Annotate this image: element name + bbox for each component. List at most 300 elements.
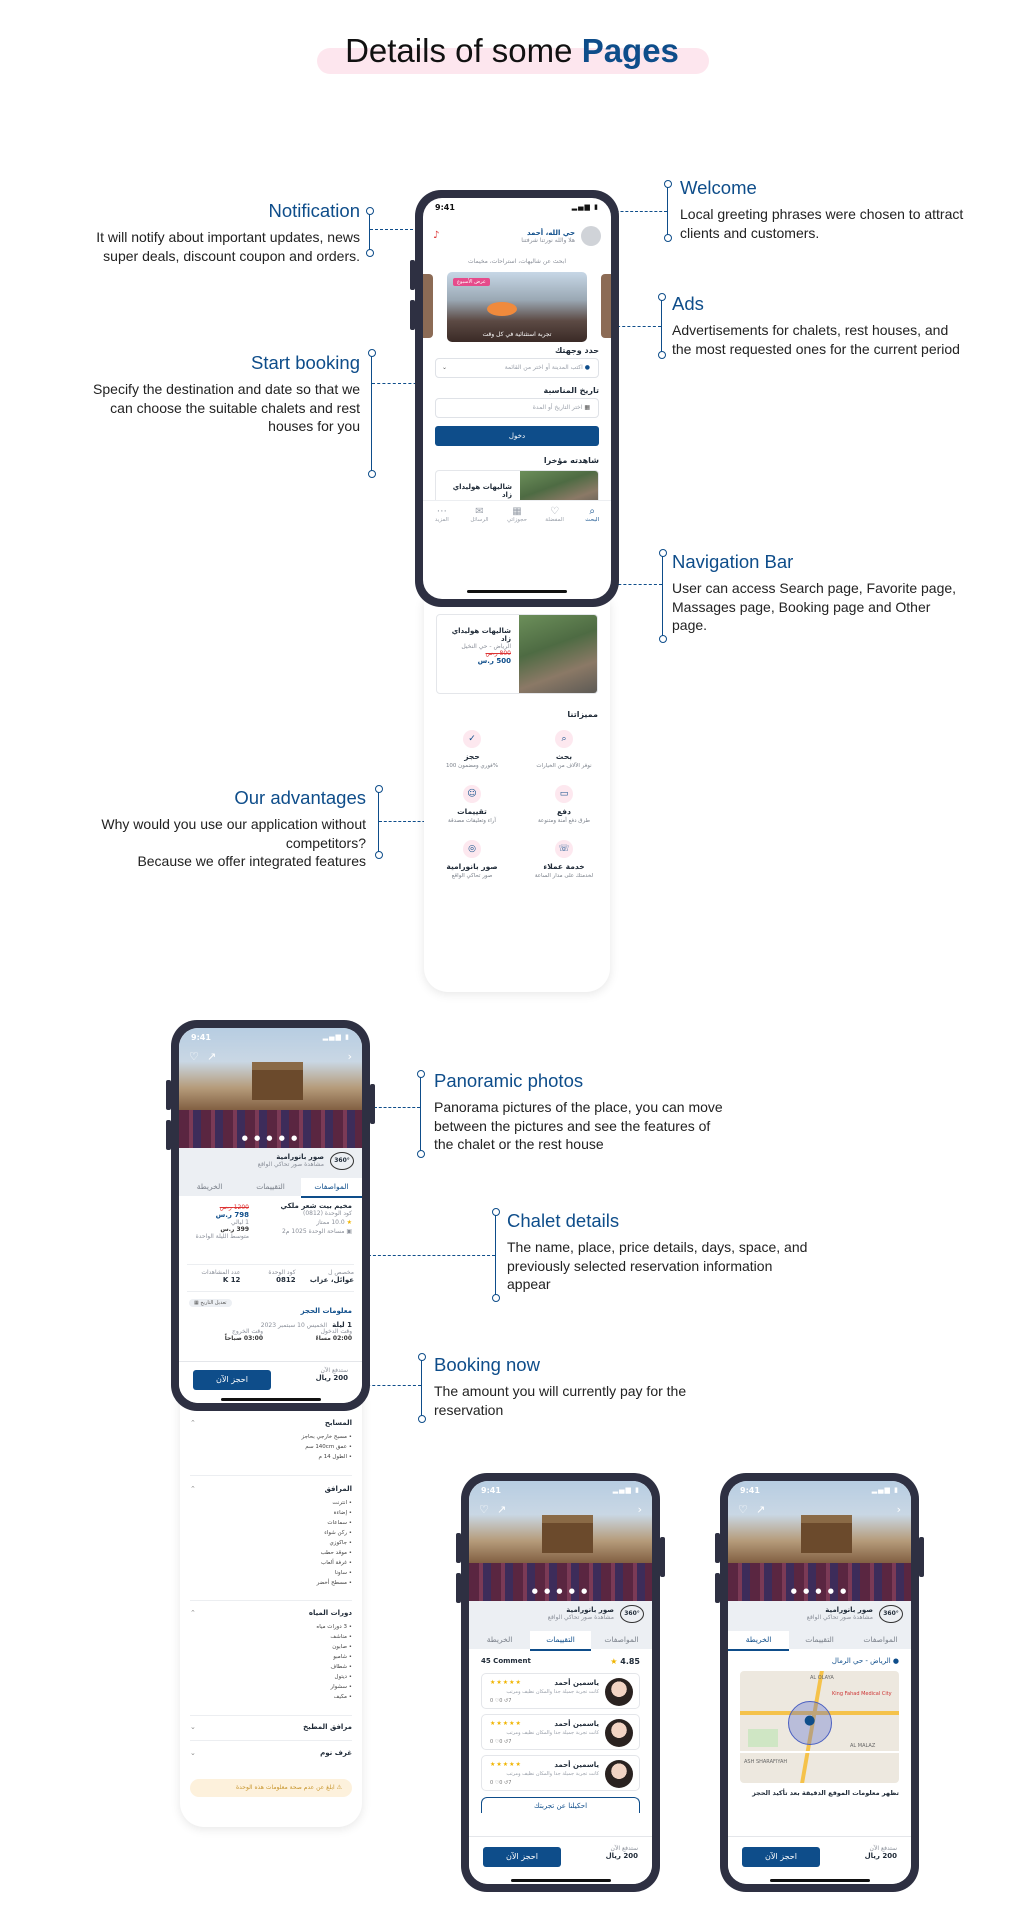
date-placeholder: اختر التاريخ أو المدة — [532, 404, 583, 411]
users-icon: ☺ — [463, 785, 481, 803]
chevron-down-icon: ⌄ — [442, 364, 448, 371]
annotation-line: Local greeting phrases were chosen to attract — [680, 206, 964, 222]
panorama-header[interactable] — [179, 1148, 362, 1178]
list-item: • مسبح خارجي بحاجز — [190, 1432, 352, 1442]
panorama-360-icon: 360° — [620, 1605, 644, 1623]
panorama-header[interactable] — [469, 1601, 652, 1631]
tab-reviews[interactable]: التقييمات — [256, 1182, 285, 1191]
home-page-extension — [424, 600, 610, 992]
annotation-desc — [434, 1098, 774, 1154]
report-banner[interactable] — [190, 1779, 352, 1797]
advantage-support — [524, 840, 604, 879]
tab-map[interactable]: الخريطة — [196, 1182, 223, 1191]
meta-row — [187, 1264, 354, 1292]
annotation-title: Ads — [672, 293, 704, 314]
page-title-prefix: Details of some — [345, 32, 573, 69]
annotation-line: the most requested ones for the current period — [672, 340, 960, 357]
heart-icon[interactable]: ♡ — [189, 1050, 199, 1063]
tab-specs[interactable]: المواصفات — [863, 1635, 898, 1644]
divider — [190, 1475, 352, 1476]
list-item: • مكيف — [190, 1692, 352, 1702]
tab-reviews[interactable]: التقييمات — [530, 1631, 591, 1651]
enter-button[interactable]: دخول — [435, 426, 599, 446]
annotation-panoramic-photos — [434, 1070, 774, 1154]
panorama-text — [258, 1153, 324, 1168]
pay-info — [316, 1367, 348, 1382]
chevron-up-icon[interactable]: ⌃ — [190, 1419, 196, 1427]
signal-battery-icon: ▂▄▆ ▮ — [322, 1033, 350, 1041]
recent-card[interactable] — [436, 614, 598, 694]
page-title — [0, 32, 1024, 70]
map-label: AL MALAZ — [850, 1743, 876, 1749]
checkout — [193, 1328, 263, 1342]
chalet-code: كود الوحدة (0812) — [302, 1210, 352, 1217]
connector — [667, 187, 668, 235]
star-icon: ★ — [610, 1657, 618, 1666]
connector — [378, 792, 379, 852]
detail-screen — [179, 1028, 362, 1403]
advantage-desc: لخدمتك على مدار الساعة — [534, 873, 594, 879]
home-indicator — [770, 1879, 870, 1882]
side-button — [715, 1573, 720, 1603]
section-title: دورات المياه — [308, 1609, 352, 1617]
side-button — [456, 1533, 461, 1563]
nav-label: البحث — [585, 517, 600, 523]
edit-date-label: تعديل التاريخ — [200, 1300, 227, 1306]
tab-reviews[interactable]: التقييمات — [805, 1635, 834, 1644]
calendar-icon: ▦ — [194, 1300, 199, 1306]
welcome-block — [521, 229, 575, 244]
checkin-label: وقت الدخول — [320, 1328, 352, 1335]
overall-rating — [610, 1657, 640, 1666]
review-stars: ★★★★★ — [490, 1720, 522, 1727]
meta-owner — [299, 1269, 354, 1284]
photo-pagination: ● ● ● ● ● — [531, 1587, 590, 1595]
panorama-title: صور بانورامية — [276, 1153, 324, 1161]
connector — [371, 356, 372, 471]
signal-battery-icon: ▂▄▆ ▮ — [871, 1486, 899, 1494]
recent-heading: شاهدته مؤخرا — [543, 456, 599, 465]
annotation-title: Booking now — [434, 1354, 540, 1375]
panorama-photo[interactable] — [469, 1481, 652, 1601]
status-bar — [435, 203, 599, 215]
advantage-title: خدمة عملاء — [543, 862, 585, 871]
status-time: 9:41 — [191, 1033, 211, 1042]
annotation-line: Specify the destination and date so that we — [93, 381, 360, 397]
book-now-button[interactable]: احجز الآن — [742, 1847, 820, 1867]
home-indicator — [221, 1398, 321, 1401]
list-item: • 3 دورات مياه — [190, 1622, 352, 1632]
annotation-line: The amount you will currently pay for the — [434, 1383, 687, 1399]
card-price: 500 ر.س — [477, 657, 511, 665]
side-button — [166, 1120, 171, 1150]
date-field[interactable] — [435, 398, 599, 418]
nav-label: حجوزاتي — [506, 517, 528, 523]
section-title: غرف نوم — [320, 1749, 352, 1757]
home-indicator — [467, 590, 567, 593]
date-text: الخميس 10 سبتمبر 2023 — [260, 1322, 327, 1329]
connector — [369, 214, 370, 250]
annotation-desc — [680, 205, 1000, 242]
book-now-button[interactable]: احجز الآن — [193, 1370, 271, 1390]
calendar-icon: ▦ — [512, 506, 522, 517]
connector — [374, 1107, 420, 1108]
connector — [662, 556, 663, 636]
card-photo — [519, 615, 597, 693]
connector — [661, 300, 662, 352]
annotation-line: reservation — [434, 1401, 504, 1418]
card-name: شاليهات هوليداي زاد — [452, 483, 512, 499]
nav-label: المزيد — [434, 517, 449, 523]
section-title: المسابح — [324, 1419, 352, 1427]
annotation-line: competitors? — [285, 834, 366, 851]
list-item: • غرفة ألعاب — [190, 1558, 352, 1568]
heart-icon[interactable]: ♡ — [479, 1503, 489, 1516]
reviewer-name: ياسمين أحمد — [554, 1679, 599, 1687]
nav-label: الرسائل — [470, 517, 489, 523]
nights-note: 1 ليالي — [230, 1219, 249, 1226]
nav-bookings[interactable] — [498, 501, 536, 523]
add-review-button[interactable]: احكيلنا عن تجربتك — [481, 1797, 640, 1813]
meta-value: عوائل، عزاب — [309, 1276, 354, 1284]
avatar — [605, 1678, 633, 1706]
search-hint: ابحث عن شاليهات، استراحات، مخيمات — [468, 258, 566, 265]
list-item: • صابون — [190, 1642, 352, 1652]
list-item: • شطاف — [190, 1662, 352, 1672]
map-note: تظهر معلومات الموقع الدقيقة بعد تأكيد الحجز — [752, 1789, 899, 1797]
pay-amount: 200 ريال — [605, 1852, 638, 1860]
annotation-desc — [60, 815, 366, 871]
tab-specs[interactable]: المواصفات — [604, 1635, 639, 1644]
status-bar — [191, 1033, 350, 1045]
annotation-line: It will notify about important updates, news — [96, 229, 360, 245]
status-time: 9:41 — [435, 203, 455, 212]
ad-badge: عرض الأسبوع — [453, 278, 490, 286]
reviewer-name: ياسمين أحمد — [554, 1761, 599, 1769]
map-label: King Fahad Medical City — [832, 1691, 892, 1697]
map-screen — [728, 1481, 911, 1884]
ad-prev-peek[interactable] — [423, 274, 433, 338]
avatar[interactable] — [581, 226, 601, 246]
review-text: كانت تجربة جميلة جدا والمكان نظيف ومرتب — [506, 1689, 599, 1695]
annotation-line: can choose the suitable chalets and rest — [110, 399, 360, 416]
bedrooms-section[interactable] — [190, 1749, 352, 1757]
panorama-header[interactable] — [728, 1601, 911, 1631]
annotation-line: Why would you use our application without — [101, 816, 366, 832]
chalet-name: مخيم بيت شعر ملكي — [280, 1202, 352, 1210]
phone-detail-map — [720, 1473, 919, 1892]
chevron-right-icon[interactable]: › — [637, 1503, 642, 1516]
list-item: • جاكوزي — [190, 1538, 352, 1548]
connector — [495, 1215, 496, 1295]
review-meta[interactable]: 0 ♡0 ↺7 — [490, 1780, 512, 1786]
panorama-photo[interactable] — [728, 1481, 911, 1601]
hut-decor — [252, 1062, 303, 1100]
panorama-icon: ◎ — [463, 840, 481, 858]
tab-map[interactable]: الخريطة — [728, 1631, 789, 1651]
more-icon: ⋯ — [436, 506, 447, 517]
review-stars: ★★★★★ — [490, 1761, 522, 1768]
chat-icon: ✉ — [475, 506, 484, 517]
meta-views — [187, 1269, 240, 1284]
edit-date-button[interactable] — [189, 1299, 232, 1307]
rating-value: 10.0 — [331, 1219, 345, 1226]
chevron-up-icon[interactable]: ⌃ — [190, 1485, 196, 1493]
greeting-sub: هلا والله نورتنا شرفتنا — [521, 237, 575, 244]
connector — [420, 1077, 421, 1151]
map-park — [748, 1729, 778, 1747]
avatar — [605, 1760, 633, 1788]
review-stars: ★★★★★ — [490, 1679, 522, 1686]
checkin-value: 02:00 مساءً — [315, 1335, 352, 1342]
panorama-text — [807, 1606, 873, 1621]
section-title: المرافق — [324, 1485, 352, 1493]
annotation-line: page. — [672, 617, 708, 633]
panorama-360-icon: 360° — [330, 1152, 354, 1170]
share-icon[interactable]: ↗ — [756, 1503, 766, 1516]
annotation-line: Because we offer integrated features — [137, 853, 366, 869]
section-title: مرافق المطبخ — [303, 1723, 352, 1731]
detail-page-extension — [180, 1395, 362, 1827]
bell-icon[interactable]: ♪ — [433, 230, 440, 241]
review-meta[interactable]: 0 ♡0 ↺7 — [490, 1698, 512, 1704]
pay-amount: 200 ريال — [315, 1374, 348, 1382]
side-button — [370, 1084, 375, 1124]
calendar-check-icon: ✓ — [463, 730, 481, 748]
connector — [421, 1360, 422, 1416]
ad-banner[interactable] — [447, 272, 587, 342]
status-time: 9:41 — [740, 1486, 760, 1495]
review-meta[interactable]: 0 ♡0 ↺7 — [490, 1739, 512, 1745]
booking-bar — [179, 1361, 362, 1403]
share-icon[interactable]: ↗ — [497, 1503, 507, 1516]
card-info — [442, 483, 512, 499]
annotation-line: the chalet or the rest house — [434, 1136, 604, 1152]
bathrooms-section — [190, 1609, 352, 1702]
chevron-up-icon[interactable]: ⌃ — [190, 1609, 196, 1617]
comment-count: 45 Comment — [481, 1657, 531, 1665]
advantage-title: دفع — [557, 807, 571, 816]
pay-label: ستدفع الآن — [610, 1845, 638, 1852]
reviewer-name: ياسمين أحمد — [554, 1720, 599, 1728]
location-pin-icon: ● — [584, 364, 590, 371]
hut-decor — [801, 1515, 852, 1553]
list-item: • إضاءة — [190, 1508, 352, 1518]
list-item: • مناشف — [190, 1632, 352, 1642]
card-location: الرياض - حي النخيل — [461, 643, 511, 650]
tab-map[interactable]: الخريطة — [486, 1635, 513, 1644]
divider — [190, 1740, 352, 1741]
annotation-navigation-bar — [672, 551, 1002, 635]
advantage-booking — [432, 730, 512, 769]
side-button — [919, 1537, 924, 1577]
map-pin-icon: ● — [804, 1713, 816, 1728]
panorama-title: صور بانورامية — [825, 1606, 873, 1614]
map-location-text: الرياض - حي الرمال — [831, 1657, 891, 1665]
advantage-desc: فوري ومضمون 100% — [445, 763, 499, 769]
annotation-title: Chalet details — [507, 1210, 620, 1231]
map-view[interactable] — [740, 1671, 899, 1783]
advantage-reviews — [432, 785, 512, 824]
map-location — [832, 1657, 899, 1665]
side-button — [410, 300, 415, 330]
ad-next-peek[interactable] — [601, 274, 611, 338]
annotation-desc — [507, 1238, 837, 1294]
advantage-desc: صور تحاكي الواقع — [451, 873, 493, 879]
card-old-price: 800 ر.س — [485, 650, 511, 657]
checkout-label: وقت الخروج — [231, 1328, 263, 1335]
page-title-accent: Pages — [581, 32, 679, 69]
home-indicator — [511, 1879, 611, 1882]
advantage-panorama — [432, 840, 512, 879]
pay-amount: 200 ريال — [864, 1852, 897, 1860]
meta-label: كود الوحدة — [268, 1269, 296, 1276]
nights-value: 1 ليلة — [332, 1321, 352, 1329]
meta-unit — [245, 1269, 295, 1284]
booking-bar — [469, 1836, 652, 1884]
annotation-ads — [672, 293, 1002, 358]
meta-label: عدد المشاهدات — [201, 1269, 241, 1276]
tab-specs[interactable]: المواصفات — [301, 1178, 362, 1198]
booking-info-title: معلومات الحجز — [300, 1307, 352, 1315]
rating-label: ممتاز — [316, 1219, 330, 1226]
calendar-icon: ▦ — [584, 404, 590, 411]
detail-tabs — [728, 1631, 911, 1649]
area-value: مساحة الوحدة 1025 م2 — [281, 1228, 345, 1235]
panorama-photo[interactable] — [179, 1028, 362, 1148]
share-icon[interactable]: ↗ — [207, 1050, 217, 1063]
kitchen-section[interactable] — [190, 1723, 352, 1731]
annotation-desc — [60, 380, 360, 436]
pay-info — [606, 1845, 638, 1860]
side-button — [660, 1537, 665, 1577]
annotation-our-advantages — [60, 787, 366, 871]
avg-label: متوسط الليلة الواحدة — [195, 1233, 249, 1240]
advantage-payment — [524, 785, 604, 824]
review-card — [481, 1755, 640, 1791]
review-card — [481, 1673, 640, 1709]
photo-pagination: ● ● ● ● ● — [790, 1587, 849, 1595]
annotation-line: houses for you — [268, 418, 360, 434]
list-item: • ديتول — [190, 1672, 352, 1682]
photo-pagination: ● ● ● ● ● — [241, 1134, 300, 1142]
greeting: حي الله، أحمد — [527, 229, 575, 237]
side-button — [715, 1533, 720, 1563]
facilities-section — [190, 1485, 352, 1588]
annotation-title: Notification — [268, 200, 360, 221]
nav-search[interactable] — [573, 501, 611, 523]
reviews-screen — [469, 1481, 652, 1884]
annotation-line: previously selected reservation information — [507, 1257, 773, 1274]
annotation-notification — [60, 200, 360, 265]
advantage-title: بحث — [555, 752, 573, 761]
list-item: • سشوار — [190, 1682, 352, 1692]
panorama-text — [548, 1606, 614, 1621]
home-screen — [423, 198, 611, 599]
phone-detail-reviews — [461, 1473, 660, 1892]
nav-more[interactable] — [423, 501, 461, 523]
meta-label: مخصص ل — [328, 1269, 354, 1276]
location-pin-icon: ● — [892, 1657, 899, 1665]
nav-messages[interactable] — [461, 501, 499, 523]
map-label: AL OLAYA — [810, 1675, 834, 1681]
advantage-desc: آراء وتعليقات مصدقة — [448, 818, 496, 824]
checkout-value: 03:00 صباحاً — [224, 1335, 263, 1342]
advantage-title: تقييمات — [457, 807, 487, 816]
annotation-welcome — [680, 177, 1000, 242]
list-item: • ركن شواء — [190, 1528, 352, 1538]
phone-detail-specs — [171, 1020, 370, 1411]
annotation-line: between the pictures and see the features of — [434, 1117, 711, 1134]
old-price: 1200 ر.س — [219, 1204, 249, 1211]
fire-decor — [487, 302, 517, 316]
annotation-desc — [434, 1382, 734, 1419]
checkin — [282, 1328, 352, 1342]
destination-select[interactable] — [435, 358, 599, 378]
signal-battery-icon: ▂▄▆ ▮ — [612, 1486, 640, 1494]
divider — [190, 1600, 352, 1601]
annotation-title: Welcome — [680, 177, 757, 198]
annotation-line: User can access Search page, Favorite page, — [672, 580, 957, 596]
divider — [190, 1715, 352, 1716]
rug-decor — [728, 1563, 911, 1601]
list-item: • سماعات — [190, 1518, 352, 1528]
annotation-desc — [60, 228, 360, 265]
search-icon: ⌕ — [555, 730, 573, 748]
connector — [612, 326, 661, 327]
phone-home — [415, 190, 619, 607]
card-info — [443, 627, 511, 665]
annotation-title: Panoramic photos — [434, 1070, 584, 1091]
annotation-booking-now — [434, 1354, 734, 1419]
rating-row — [257, 1219, 352, 1226]
heart-icon[interactable]: ♡ — [738, 1503, 748, 1516]
panorama-sub: مشاهدة صور تحاكي الواقع — [257, 1161, 324, 1168]
destination-placeholder: اكتب المدينة أو اختر من القائمة — [504, 364, 583, 371]
annotation-line: appear — [507, 1276, 551, 1292]
book-now-button[interactable]: احجز الآن — [483, 1847, 561, 1867]
status-time: 9:41 — [481, 1486, 501, 1495]
annotation-title: Start booking — [250, 352, 360, 373]
advantage-title: صور بانورامية — [446, 862, 498, 871]
report-text: ابلغ عن عدم صحة معلومات هذه الوحدة — [236, 1784, 335, 1791]
area-row — [257, 1228, 352, 1235]
review-text: كانت تجربة جميلة جدا والمكان نظيف ومرتب — [506, 1730, 599, 1736]
advantage-search — [524, 730, 604, 769]
detail-tabs — [179, 1178, 362, 1196]
advantage-desc: نوفر الآلاف من الخيارات — [536, 763, 592, 769]
list-item: • الطول 14 م — [190, 1452, 352, 1462]
pay-label: ستدفع الآن — [869, 1845, 897, 1852]
star-icon: ★ — [346, 1219, 352, 1226]
nav-favorite[interactable] — [536, 501, 574, 523]
price-info — [187, 1204, 249, 1240]
annotation-desc — [672, 321, 1002, 358]
side-button — [166, 1080, 171, 1110]
chevron-right-icon[interactable]: › — [347, 1050, 352, 1063]
advantage-desc: طرق دفع آمنة ومتنوعة — [537, 818, 590, 824]
review-text: كانت تجربة جميلة جدا والمكان نظيف ومرتب — [506, 1771, 599, 1777]
meta-value: 0812 — [276, 1276, 296, 1284]
annotation-line: Advertisements for chalets, rest houses, and — [672, 322, 949, 338]
booking-bar — [728, 1836, 911, 1884]
rug-decor — [179, 1110, 362, 1148]
panorama-sub: مشاهدة صور تحاكي الواقع — [547, 1614, 614, 1621]
panorama-sub: مشاهدة صور تحاكي الواقع — [806, 1614, 873, 1621]
chevron-right-icon[interactable]: › — [896, 1503, 901, 1516]
search-icon: ⌕ — [589, 506, 595, 517]
list-item: • عمق 140cm سم — [190, 1442, 352, 1452]
